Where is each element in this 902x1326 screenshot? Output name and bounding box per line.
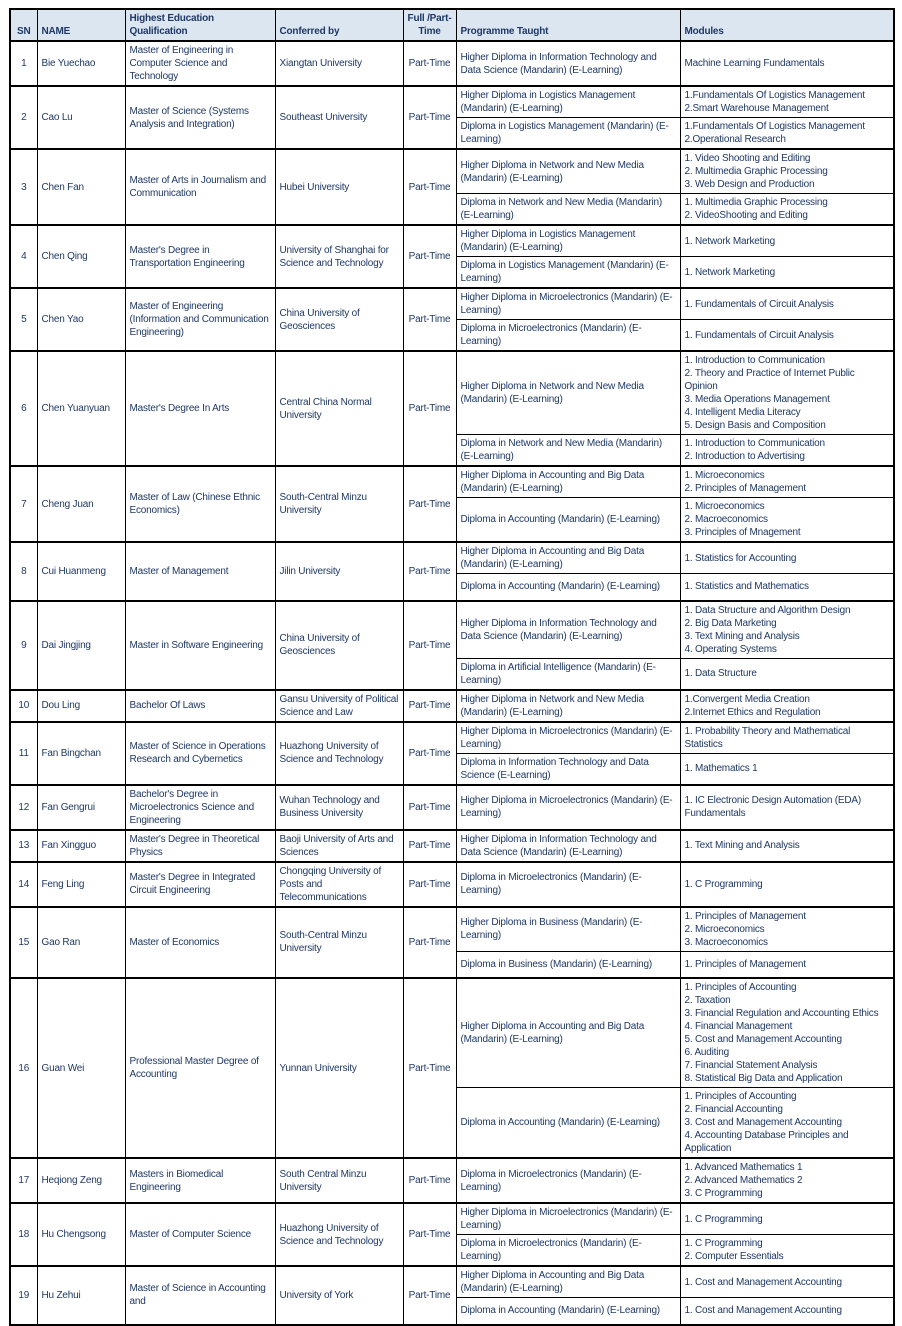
- modules-cell: [680, 658, 894, 690]
- modules-cell: [680, 978, 894, 1088]
- full-part-time-cell: Part-Time: [403, 466, 456, 542]
- module-line: 1. C Programming: [684, 1238, 763, 1249]
- module-line: 1. Mathematics 1: [684, 763, 758, 774]
- header-programme-taught: Programme Taught: [456, 9, 680, 41]
- modules-cell: [680, 1298, 894, 1325]
- table-row: [10, 978, 894, 1088]
- programme-cell: Diploma in Artificial Intelligence (Mandarin) (E-Learning): [456, 658, 680, 690]
- module-line: 6. Auditing: [684, 1047, 730, 1058]
- table-row: [10, 86, 894, 118]
- programme-cell: Diploma in Microelectronics (Mandarin) (E-Learning): [456, 1158, 680, 1203]
- header-modules: Modules: [680, 9, 894, 41]
- modules-cell: [680, 753, 894, 785]
- module-line: 1. Network Marketing: [684, 235, 775, 247]
- sn-cell: 15: [10, 907, 37, 979]
- name-cell: Heqiong Zeng: [37, 1158, 125, 1203]
- conferred-by-cell: South-Central Minzu University: [275, 466, 403, 542]
- modules-cell: [680, 194, 894, 226]
- modules-cell: [680, 1235, 894, 1267]
- qualification-cell: Master of Law (Chinese Ethnic Economics): [125, 466, 275, 542]
- module-line: 1. Statistics and Mathematics: [684, 581, 809, 593]
- modules-cell: [680, 225, 894, 257]
- table-row: [10, 1266, 894, 1298]
- module-line: 3. Principles of Mnagement: [684, 527, 801, 538]
- full-part-time-cell: Part-Time: [403, 41, 456, 86]
- modules-cell: [680, 435, 894, 467]
- conferred-by-cell: Wuhan Technology and Business University: [275, 785, 403, 830]
- name-cell: Gao Ran: [37, 907, 125, 979]
- module-line: 1. Introduction to Communication: [684, 438, 825, 449]
- module-line: 1. Principles of Accounting: [684, 982, 797, 993]
- conferred-by-cell: Baoji University of Arts and Sciences: [275, 830, 403, 862]
- conferred-by-cell: University of Shanghai for Science and Technology: [275, 225, 403, 288]
- name-cell: Fan Bingchan: [37, 722, 125, 785]
- module-line: 1. Principles of Management: [684, 958, 806, 970]
- modules-cell: [680, 951, 894, 978]
- programme-cell: Diploma in Microelectronics (Mandarin) (E-Learning): [456, 862, 680, 907]
- header-name: NAME: [37, 9, 125, 41]
- table-row: [10, 785, 894, 830]
- module-line: Machine Learning Fundamentals: [684, 58, 825, 69]
- module-line: 3. Media Operations Management: [684, 394, 830, 405]
- programme-cell: Higher Diploma in Accounting and Big Data (Mandarin) (E-Learning): [456, 978, 680, 1088]
- name-cell: Chen Yuanyuan: [37, 351, 125, 466]
- conferred-by-cell: Jilin University: [275, 542, 403, 601]
- module-line: 2. Macroeconomics: [684, 514, 768, 525]
- programme-cell: Diploma in Microelectronics (Mandarin) (E-Learning): [456, 320, 680, 352]
- name-cell: Feng Ling: [37, 862, 125, 907]
- header-full-part-time: Full /Part-Time: [403, 9, 456, 41]
- header-sn: SN: [10, 9, 37, 41]
- full-part-time-cell: Part-Time: [403, 1266, 456, 1325]
- module-line: 1.Fundamentals Of Logistics Management: [684, 90, 865, 101]
- programme-cell: Diploma in Accounting (Mandarin) (E-Learning): [456, 498, 680, 543]
- sn-cell: 17: [10, 1158, 37, 1203]
- module-line: 4. Financial Management: [684, 1021, 793, 1032]
- programme-cell: Higher Diploma in Accounting and Big Data (Mandarin) (E-Learning): [456, 466, 680, 498]
- module-line: 8. Statistical Big Data and Application: [684, 1073, 843, 1084]
- module-line: 1. C Programming: [684, 878, 763, 890]
- table-row: [10, 1158, 894, 1203]
- table-row: [10, 722, 894, 754]
- sn-cell: 16: [10, 978, 37, 1158]
- module-line: 3. Cost and Management Accounting: [684, 1117, 842, 1128]
- table-body: [10, 41, 894, 1325]
- programme-cell: Higher Diploma in Accounting and Big Data (Mandarin) (E-Learning): [456, 542, 680, 574]
- lecturer-roster-table: [9, 8, 895, 1326]
- table-row: [10, 690, 894, 722]
- name-cell: Cui Huanmeng: [37, 542, 125, 601]
- name-cell: Chen Yao: [37, 288, 125, 351]
- modules-cell: [680, 690, 894, 722]
- module-line: 2.Operational Research: [684, 134, 786, 145]
- full-part-time-cell: Part-Time: [403, 1158, 456, 1203]
- name-cell: Fan Gengrui: [37, 785, 125, 830]
- modules-cell: [680, 574, 894, 601]
- table-row: [10, 351, 894, 435]
- full-part-time-cell: Part-Time: [403, 722, 456, 785]
- full-part-time-cell: Part-Time: [403, 907, 456, 979]
- name-cell: Chen Qing: [37, 225, 125, 288]
- table-row: [10, 288, 894, 320]
- module-line: 1. Probability Theory and Mathematical Statistics: [684, 725, 851, 750]
- name-cell: Cheng Juan: [37, 466, 125, 542]
- full-part-time-cell: Part-Time: [403, 601, 456, 690]
- modules-cell: [680, 498, 894, 543]
- module-line: 3. Financial Regulation and Accounting Ethics: [684, 1008, 879, 1019]
- conferred-by-cell: Southeast University: [275, 86, 403, 149]
- full-part-time-cell: Part-Time: [403, 288, 456, 351]
- full-part-time-cell: Part-Time: [403, 830, 456, 862]
- table-row: [10, 830, 894, 862]
- module-line: 1. Cost and Management Accounting: [684, 1305, 842, 1317]
- name-cell: Chen Fan: [37, 149, 125, 225]
- module-line: 3. Web Design and Production: [684, 179, 815, 190]
- modules-cell: [680, 1088, 894, 1159]
- name-cell: Guan Wei: [37, 978, 125, 1158]
- sn-cell: 7: [10, 466, 37, 542]
- name-cell: Cao Lu: [37, 86, 125, 149]
- modules-cell: [680, 288, 894, 320]
- table-row: [10, 907, 894, 952]
- modules-cell: [680, 542, 894, 574]
- programme-cell: Higher Diploma in Microelectronics (Mandarin) (E-Learning): [456, 722, 680, 754]
- programme-cell: Higher Diploma in Information Technology and Data Science (Mandarin) (E-Learning): [456, 41, 680, 86]
- conferred-by-cell: Hubei University: [275, 149, 403, 225]
- module-line: 2. Microeconomics: [684, 923, 765, 935]
- sn-cell: 12: [10, 785, 37, 830]
- programme-cell: Higher Diploma in Network and New Media (Mandarin) (E-Learning): [456, 351, 680, 435]
- modules-cell: [680, 1158, 894, 1203]
- modules-cell: [680, 1203, 894, 1235]
- full-part-time-cell: Part-Time: [403, 351, 456, 466]
- module-line: 1. Multimedia Graphic Processing: [684, 197, 828, 208]
- header-row: [10, 9, 894, 41]
- full-part-time-cell: Part-Time: [403, 785, 456, 830]
- sn-cell: 2: [10, 86, 37, 149]
- programme-cell: Higher Diploma in Accounting and Big Data (Mandarin) (E-Learning): [456, 1266, 680, 1298]
- qualification-cell: Bachelor Of Laws: [125, 690, 275, 722]
- module-line: 4. Accounting Database Principles and Application: [684, 1130, 849, 1154]
- full-part-time-cell: Part-Time: [403, 690, 456, 722]
- name-cell: Dou Ling: [37, 690, 125, 722]
- module-line: 1. Network Marketing: [684, 266, 775, 278]
- qualification-cell: Master's Degree in Integrated Circuit Engineering: [125, 862, 275, 907]
- programme-cell: Diploma in Logistics Management (Mandarin) (E-Learning): [456, 118, 680, 150]
- modules-cell: [680, 1266, 894, 1298]
- qualification-cell: Professional Master Degree of Accounting: [125, 978, 275, 1158]
- sn-cell: 1: [10, 41, 37, 86]
- table-row: [10, 601, 894, 659]
- module-line: 4. Intelligent Media Literacy: [684, 407, 801, 418]
- module-line: 1. Text Mining and Analysis: [684, 840, 800, 851]
- programme-cell: Diploma in Network and New Media (Mandarin) (E-Learning): [456, 435, 680, 467]
- table-row: [10, 41, 894, 86]
- module-line: 2. Principles of Management: [684, 483, 806, 494]
- qualification-cell: Master's Degree In Arts: [125, 351, 275, 466]
- table-row: [10, 225, 894, 257]
- programme-cell: Diploma in Accounting (Mandarin) (E-Learning): [456, 1088, 680, 1159]
- programme-cell: Diploma in Logistics Management (Mandarin) (E-Learning): [456, 257, 680, 289]
- sn-cell: 19: [10, 1266, 37, 1325]
- qualification-cell: Master of Science (Systems Analysis and Integration): [125, 86, 275, 149]
- table-header: [10, 9, 894, 41]
- conferred-by-cell: South-Central Minzu University: [275, 907, 403, 979]
- full-part-time-cell: Part-Time: [403, 149, 456, 225]
- programme-cell: Higher Diploma in Information Technology and Data Science (Mandarin) (E-Learning): [456, 830, 680, 862]
- table-row: [10, 149, 894, 194]
- modules-cell: [680, 830, 894, 862]
- module-line: 1. IC Electronic Design Automation (EDA) Fundamentals: [684, 795, 862, 819]
- sn-cell: 4: [10, 225, 37, 288]
- module-line: 2. Big Data Marketing: [684, 617, 777, 629]
- modules-cell: [680, 41, 894, 86]
- conferred-by-cell: Xiangtan University: [275, 41, 403, 86]
- qualification-cell: Master of Computer Science: [125, 1203, 275, 1266]
- programme-cell: Higher Diploma in Microelectronics (Mandarin) (E-Learning): [456, 288, 680, 320]
- programme-cell: Diploma in Microelectronics (Mandarin) (E-Learning): [456, 1235, 680, 1267]
- conferred-by-cell: Gansu University of Political Science and Law: [275, 690, 403, 722]
- sn-cell: 10: [10, 690, 37, 722]
- full-part-time-cell: Part-Time: [403, 86, 456, 149]
- module-line: 1. Data Structure and Algorithm Design: [684, 604, 851, 616]
- table-row: [10, 862, 894, 907]
- header-qualification: Highest Education Qualification: [125, 9, 275, 41]
- programme-cell: Higher Diploma in Logistics Management (Mandarin) (E-Learning): [456, 86, 680, 118]
- qualification-cell: Master in Software Engineering: [125, 601, 275, 690]
- conferred-by-cell: Huazhong University of Science and Technology: [275, 722, 403, 785]
- sn-cell: 11: [10, 722, 37, 785]
- conferred-by-cell: University of York: [275, 1266, 403, 1325]
- module-line: 2. Taxation: [684, 995, 731, 1006]
- programme-cell: Higher Diploma in Network and New Media (Mandarin) (E-Learning): [456, 149, 680, 194]
- full-part-time-cell: Part-Time: [403, 225, 456, 288]
- module-line: 1. C Programming: [684, 1213, 763, 1225]
- programme-cell: Diploma in Accounting (Mandarin) (E-Learning): [456, 1298, 680, 1325]
- name-cell: Hu Zehui: [37, 1266, 125, 1325]
- module-line: 2. Multimedia Graphic Processing: [684, 166, 828, 177]
- modules-cell: [680, 722, 894, 754]
- qualification-cell: Master of Arts in Journalism and Communication: [125, 149, 275, 225]
- sn-cell: 9: [10, 601, 37, 690]
- programme-cell: Diploma in Business (Mandarin) (E-Learning): [456, 951, 680, 978]
- table-row: [10, 1203, 894, 1235]
- qualification-cell: Master of Science in Accounting and: [125, 1266, 275, 1325]
- module-line: 2. Introduction to Advertising: [684, 451, 805, 462]
- module-line: 1. Introduction to Communication: [684, 355, 825, 366]
- programme-cell: Higher Diploma in Microelectronics (Mandarin) (E-Learning): [456, 1203, 680, 1235]
- conferred-by-cell: Chongqing University of Posts and Telecommunications: [275, 862, 403, 907]
- module-line: 1. Principles of Management: [684, 910, 806, 922]
- module-line: 7. Financial Statement Analysis: [684, 1060, 818, 1071]
- module-line: 3. Macroeconomics: [684, 936, 768, 948]
- module-line: 5. Cost and Management Accounting: [684, 1034, 842, 1045]
- modules-cell: [680, 466, 894, 498]
- programme-cell: Higher Diploma in Network and New Media (Mandarin) (E-Learning): [456, 690, 680, 722]
- modules-cell: [680, 785, 894, 830]
- sn-cell: 14: [10, 862, 37, 907]
- sn-cell: 8: [10, 542, 37, 601]
- module-line: 3. C Programming: [684, 1188, 763, 1199]
- programme-cell: Higher Diploma in Microelectronics (Mandarin) (E-Learning): [456, 785, 680, 830]
- qualification-cell: Master's Degree in Transportation Engineering: [125, 225, 275, 288]
- modules-cell: [680, 149, 894, 194]
- module-line: 1. Fundamentals of Circuit Analysis: [684, 298, 834, 310]
- module-line: 2.Smart Warehouse Management: [684, 103, 829, 114]
- modules-cell: [680, 862, 894, 907]
- module-line: 1. Video Shooting and Editing: [684, 153, 811, 164]
- sn-cell: 13: [10, 830, 37, 862]
- programme-cell: Diploma in Network and New Media (Mandarin) (E-Learning): [456, 194, 680, 226]
- module-line: 5. Design Basis and Composition: [684, 420, 826, 431]
- sn-cell: 5: [10, 288, 37, 351]
- module-line: 2. VideoShooting and Editing: [684, 210, 808, 221]
- module-line: 1. Fundamentals of Circuit Analysis: [684, 329, 834, 341]
- module-line: 3. Text Mining and Analysis: [684, 630, 800, 642]
- modules-cell: [680, 601, 894, 659]
- programme-cell: Higher Diploma in Information Technology and Data Science (Mandarin) (E-Learning): [456, 601, 680, 659]
- qualification-cell: Masters in Biomedical Engineering: [125, 1158, 275, 1203]
- conferred-by-cell: Central China Normal University: [275, 351, 403, 466]
- module-line: 2.Internet Ethics and Regulation: [684, 706, 821, 718]
- name-cell: Hu Chengsong: [37, 1203, 125, 1266]
- modules-cell: [680, 257, 894, 289]
- modules-cell: [680, 86, 894, 118]
- module-line: 2. Computer Essentials: [684, 1251, 784, 1262]
- qualification-cell: Master of Management: [125, 542, 275, 601]
- conferred-by-cell: Yunnan University: [275, 978, 403, 1158]
- qualification-cell: Master of Engineering in Computer Science and Technology: [125, 41, 275, 86]
- full-part-time-cell: Part-Time: [403, 1203, 456, 1266]
- name-cell: Dai Jingjing: [37, 601, 125, 690]
- name-cell: Bie Yuechao: [37, 41, 125, 86]
- modules-cell: [680, 118, 894, 150]
- header-conferred-by: Conferred by: [275, 9, 403, 41]
- module-line: 1. Cost and Management Accounting: [684, 1276, 842, 1288]
- module-line: 1. Statistics for Accounting: [684, 552, 797, 564]
- qualification-cell: Master's Degree in Theoretical Physics: [125, 830, 275, 862]
- module-line: 4. Operating Systems: [684, 643, 777, 655]
- conferred-by-cell: China University of Geosciences: [275, 601, 403, 690]
- qualification-cell: Bachelor's Degree in Microelectronics Science and Engineering: [125, 785, 275, 830]
- modules-cell: [680, 351, 894, 435]
- qualification-cell: Master of Economics: [125, 907, 275, 979]
- sn-cell: 18: [10, 1203, 37, 1266]
- table-row: [10, 466, 894, 498]
- module-line: 1. Principles of Accounting: [684, 1091, 797, 1102]
- modules-cell: [680, 907, 894, 952]
- qualification-cell: Master of Science in Operations Research and Cybernetics: [125, 722, 275, 785]
- module-line: 2. Theory and Practice of Internet Public Opinion: [684, 368, 855, 392]
- module-line: 2. Advanced Mathematics 2: [684, 1175, 803, 1186]
- module-line: 1. Microeconomics: [684, 501, 765, 512]
- sn-cell: 3: [10, 149, 37, 225]
- table-row: [10, 542, 894, 574]
- full-part-time-cell: Part-Time: [403, 542, 456, 601]
- module-line: 1.Convergent Media Creation: [684, 693, 810, 705]
- conferred-by-cell: South Central Minzu University: [275, 1158, 403, 1203]
- name-cell: Fan Xingguo: [37, 830, 125, 862]
- sn-cell: 6: [10, 351, 37, 466]
- module-line: 1. Advanced Mathematics 1: [684, 1162, 803, 1173]
- full-part-time-cell: Part-Time: [403, 862, 456, 907]
- module-line: 1. Microeconomics: [684, 470, 765, 481]
- modules-cell: [680, 320, 894, 352]
- programme-cell: Higher Diploma in Logistics Management (Mandarin) (E-Learning): [456, 225, 680, 257]
- module-line: 1.Fundamentals Of Logistics Management: [684, 121, 865, 132]
- full-part-time-cell: Part-Time: [403, 978, 456, 1158]
- programme-cell: Diploma in Information Technology and Data Science (E-Learning): [456, 753, 680, 785]
- qualification-cell: Master of Engineering (Information and Communication Engineering): [125, 288, 275, 351]
- programme-cell: Higher Diploma in Business (Mandarin) (E-Learning): [456, 907, 680, 952]
- module-line: 1. Data Structure: [684, 668, 757, 679]
- conferred-by-cell: China University of Geosciences: [275, 288, 403, 351]
- conferred-by-cell: Huazhong University of Science and Technology: [275, 1203, 403, 1266]
- module-line: 2. Financial Accounting: [684, 1104, 783, 1115]
- programme-cell: Diploma in Accounting (Mandarin) (E-Learning): [456, 574, 680, 601]
